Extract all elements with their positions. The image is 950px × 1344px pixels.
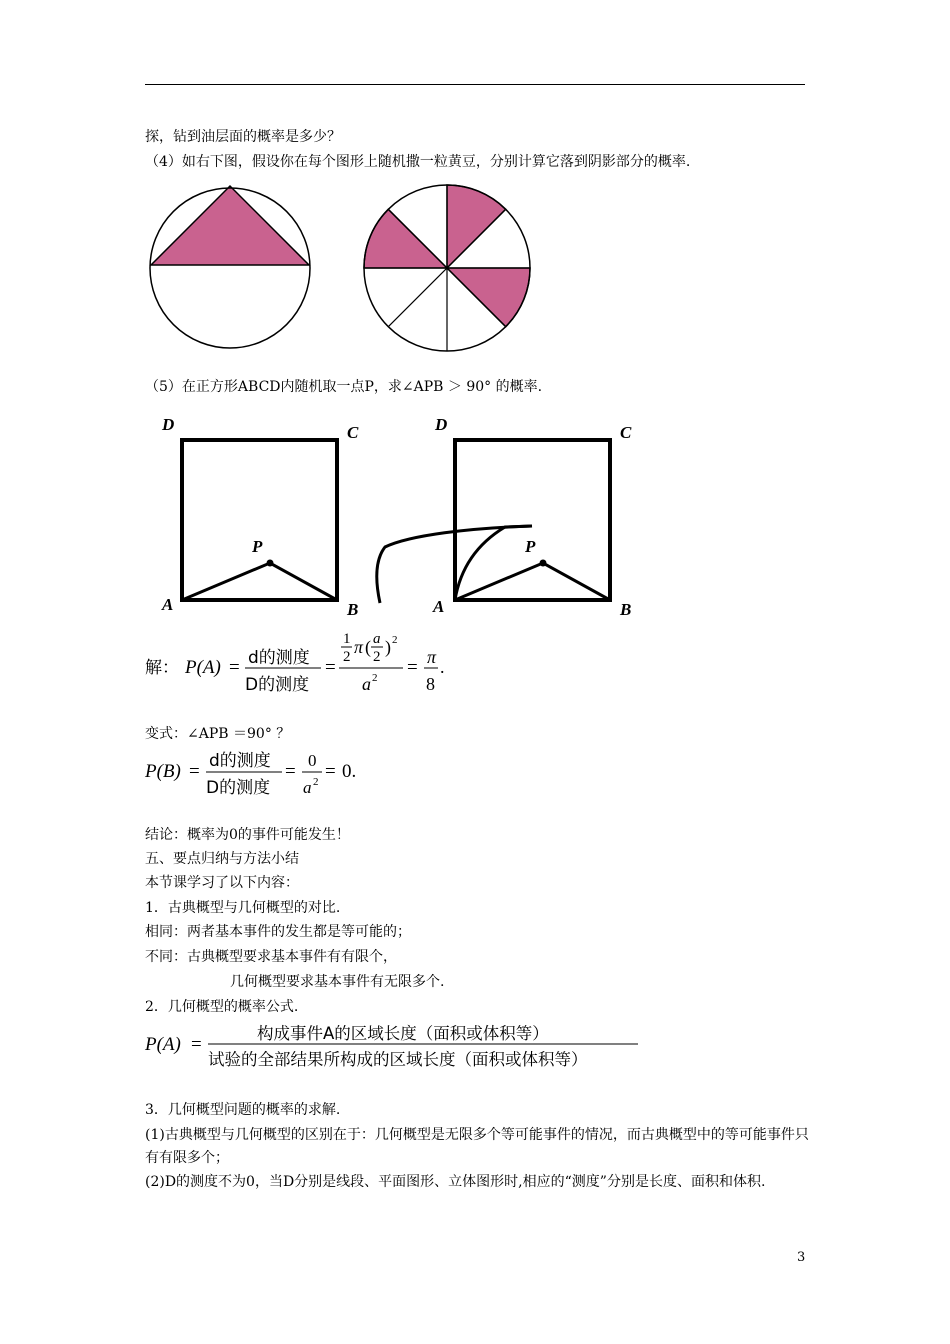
svg-text:0: 0 xyxy=(308,751,317,770)
text-paragraph: (1)古典概型与几何概型的区别在于：几何概型是无限多个等可能事件的情况，而古典概型中的等可能事件只有有限多个； xyxy=(145,1127,809,1166)
text-line: 1．古典概型与几何概型的对比. xyxy=(145,900,341,916)
text-line: 2．几何概型的概率公式. xyxy=(145,999,299,1015)
formula-variant xyxy=(145,746,385,802)
svg-text:a: a xyxy=(362,674,371,694)
svg-text:(: ( xyxy=(365,637,371,657)
shaded-triangle xyxy=(151,186,309,265)
svg-text:π: π xyxy=(427,647,437,667)
svg-text:d的测度: d的测度 xyxy=(248,648,310,668)
svg-text:2: 2 xyxy=(313,776,319,788)
text-line: 结论：概率为0的事件可能发生！ xyxy=(145,827,350,843)
svg-text:): ) xyxy=(385,637,391,657)
label-a: A xyxy=(162,595,174,614)
text-line: （4）如右下图，假设你在每个图形上随机撒一粒黄豆，分别计算它落到阴影部分的概率. xyxy=(145,154,691,170)
svg-text:2: 2 xyxy=(392,634,398,646)
svg-text:=: = xyxy=(189,761,200,782)
label-c: C xyxy=(620,423,632,442)
formula-geometric-probability xyxy=(145,1017,645,1073)
label-c: C xyxy=(347,423,359,442)
text-line: （5）在正方形ABCD内随机取一点P，求∠APB ＞ 90° 的概率. xyxy=(145,379,543,395)
svg-text:π: π xyxy=(354,637,364,657)
text-line: 本节课学习了以下内容： xyxy=(145,875,299,891)
svg-text:2: 2 xyxy=(373,649,381,665)
shaded-sector xyxy=(447,185,506,268)
text-line: 变式：∠APB ＝90° ？ xyxy=(145,726,291,742)
svg-text:1: 1 xyxy=(343,631,351,647)
svg-text:构成事件A的区域长度（面积或体积等）: 构成事件A的区域长度（面积或体积等） xyxy=(257,1024,549,1043)
svg-text:2: 2 xyxy=(343,649,351,665)
svg-text:2: 2 xyxy=(372,672,378,684)
label-b: B xyxy=(620,600,632,619)
svg-text:D的测度: D的测度 xyxy=(206,778,271,798)
formula-solution xyxy=(145,625,465,700)
svg-text:0.: 0. xyxy=(342,761,357,782)
svg-text:试验的全部结果所构成的区域长度（面积或体积等）: 试验的全部结果所构成的区域长度（面积或体积等） xyxy=(208,1050,588,1069)
svg-text:=: = xyxy=(191,1034,202,1055)
header-rule xyxy=(145,84,805,85)
svg-text:=: = xyxy=(325,761,336,782)
svg-text:P(A): P(A) xyxy=(145,1034,181,1055)
label-p: P xyxy=(252,537,263,556)
page-number: 3 xyxy=(797,1250,806,1265)
svg-text:a: a xyxy=(373,631,381,647)
svg-text:a: a xyxy=(303,778,312,797)
svg-text:D的测度: D的测度 xyxy=(245,675,310,695)
label-d: D xyxy=(162,415,175,434)
svg-text:P(A): P(A) xyxy=(185,657,221,678)
svg-text:d的测度: d的测度 xyxy=(209,751,271,771)
circle-sectors-figure xyxy=(362,183,532,353)
label-a: A xyxy=(433,597,445,616)
shaded-sector xyxy=(447,268,530,327)
text-line: 不同：古典概型要求基本事件有有限个， xyxy=(145,949,397,965)
square-figures xyxy=(150,410,650,625)
svg-text:.: . xyxy=(440,657,445,677)
label-d: D xyxy=(435,415,448,434)
label-p: P xyxy=(525,537,536,556)
label-b: B xyxy=(347,600,359,619)
text-paragraph: (2)D的测度不为0，当D分别是线段、平面图形、立体图形时,相应的“测度”分别是长度、面积和体积. xyxy=(145,1174,766,1190)
svg-text:P(B): P(B) xyxy=(145,761,181,782)
circle-triangle-figure xyxy=(148,183,312,353)
text-line: 探，钻到油层面的概率是多少？ xyxy=(145,129,341,145)
text-line: 3．几何概型问题的概率的求解. xyxy=(145,1102,341,1118)
svg-text:8: 8 xyxy=(426,674,435,694)
section-heading: 五、要点归纳与方法小结 xyxy=(145,851,299,867)
text-line: 相同：两者基本事件的发生都是等可能的； xyxy=(145,924,411,940)
svg-text:=: = xyxy=(407,657,418,678)
svg-text:=: = xyxy=(325,657,336,678)
svg-text:=: = xyxy=(229,657,240,678)
svg-text:=: = xyxy=(285,761,296,782)
svg-text:解：: 解： xyxy=(145,658,179,678)
shaded-sector xyxy=(364,209,447,268)
text-line: 几何概型要求基本事件有无限多个. xyxy=(230,974,445,990)
